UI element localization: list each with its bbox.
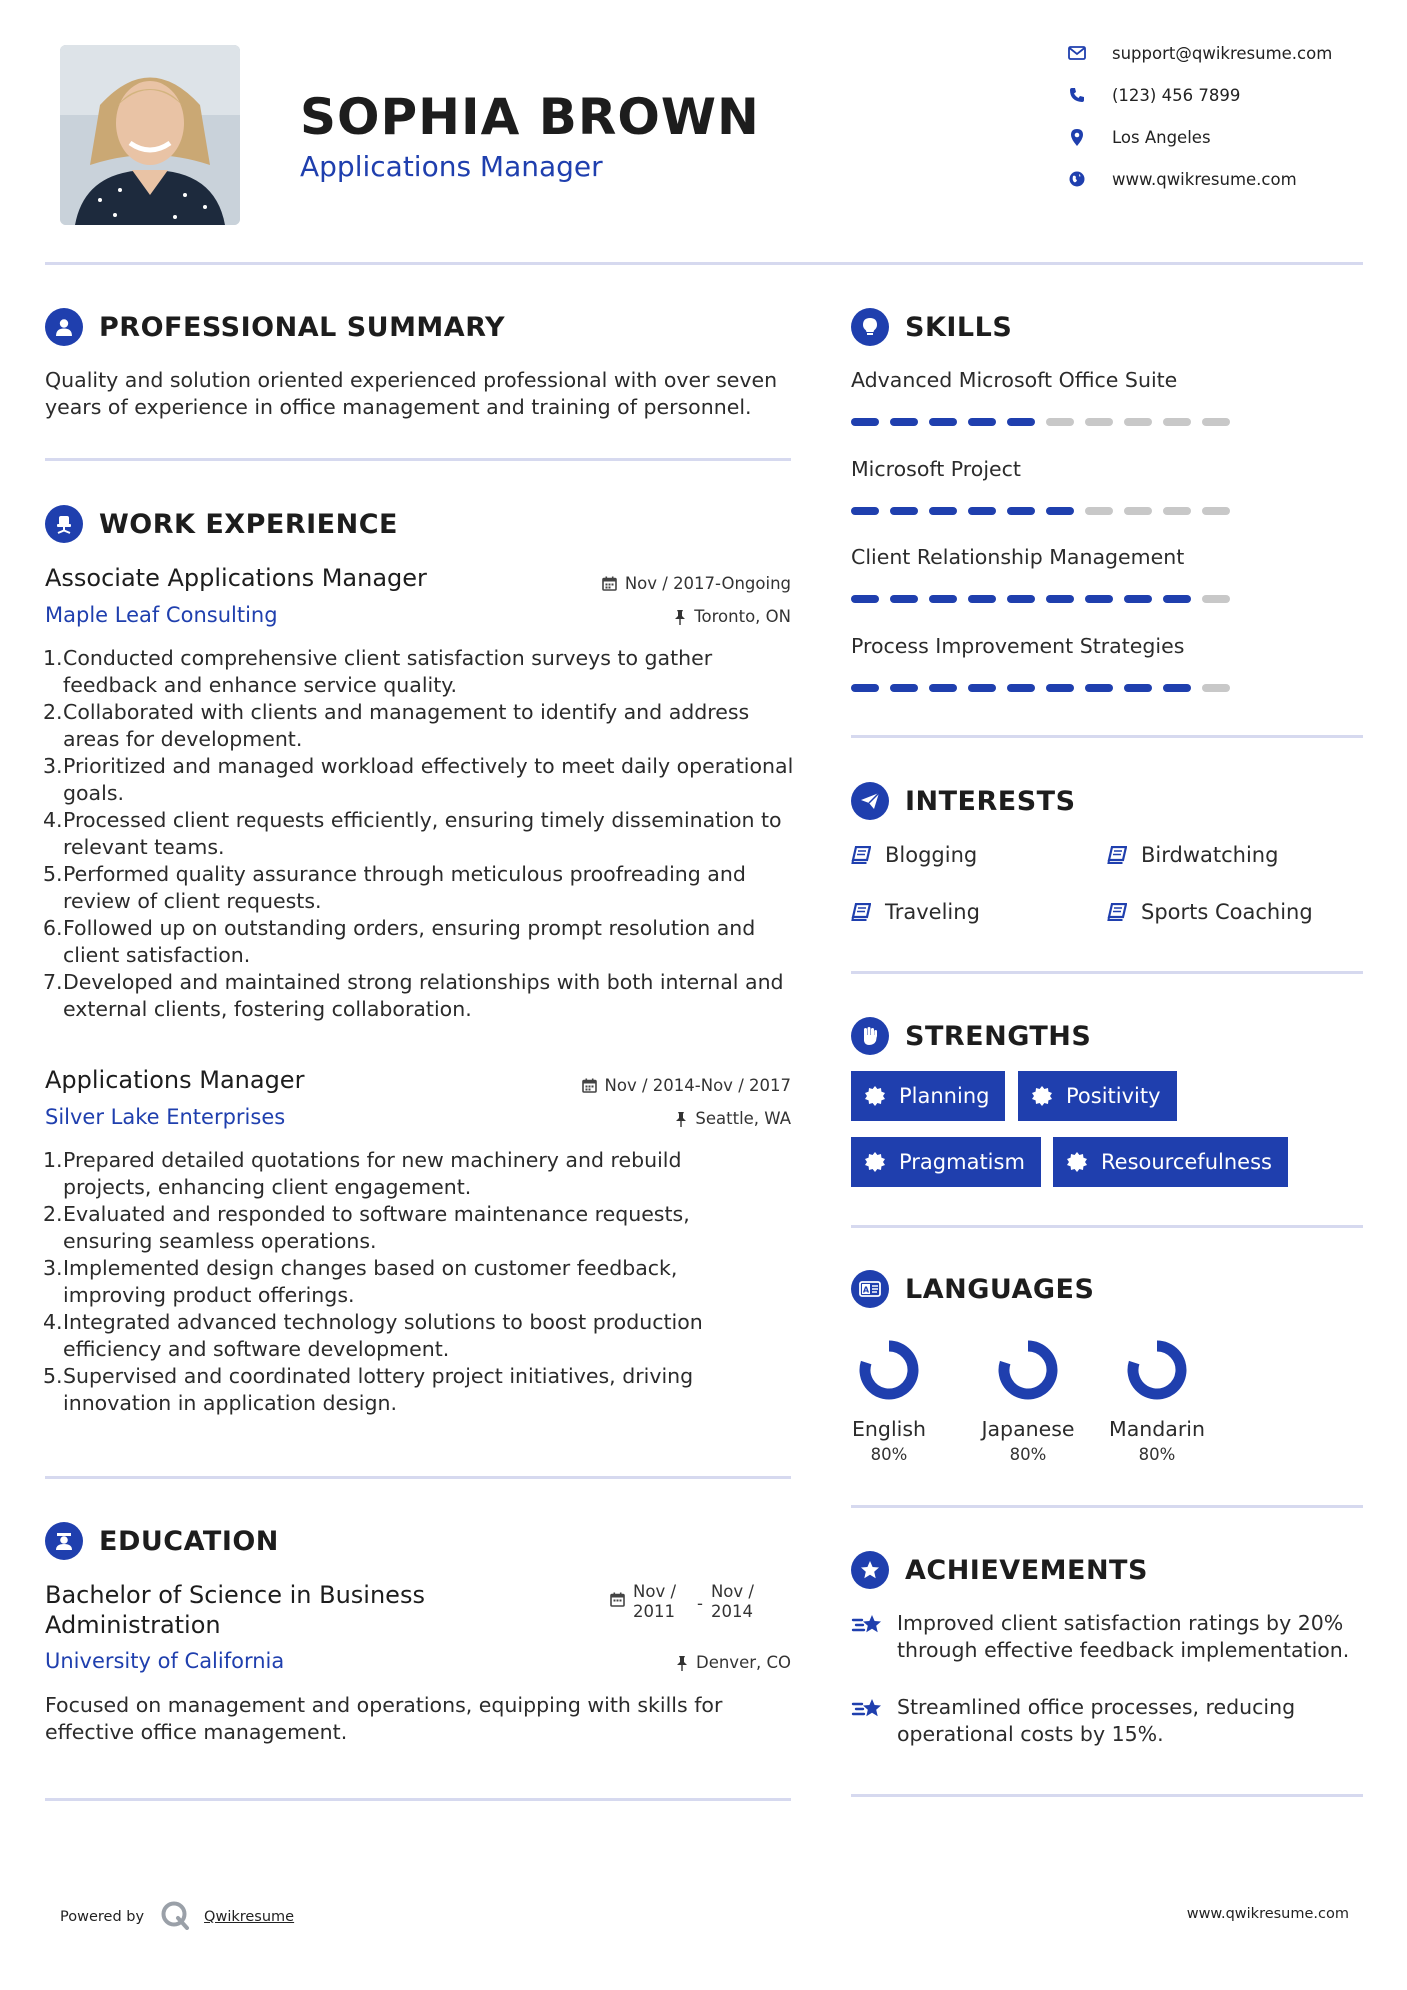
languages-header	[851, 1270, 1094, 1308]
date-separator: -	[697, 1594, 703, 1613]
badge-icon	[865, 1152, 885, 1172]
summary-divider	[45, 458, 791, 461]
summary-header	[45, 308, 505, 346]
language-percent: 80%	[1009, 1445, 1047, 1464]
user-icon	[45, 308, 83, 346]
list-item: 5. Supervised and coordinated lottery project initiatives, driving innovation in application design.	[43, 1364, 694, 1415]
badge-icon	[1067, 1152, 1087, 1172]
list-item: 1. Conducted comprehensive client satisfaction surveys to gather feedback and enhance service quality.	[43, 646, 713, 697]
achievements-divider	[851, 1794, 1363, 1797]
interest-item	[851, 900, 980, 924]
education-date-start: Nov / 2011	[633, 1582, 677, 1621]
skill-dot	[851, 684, 879, 692]
lightbulb-icon	[851, 308, 889, 346]
contact-phone[interactable]	[1064, 84, 1240, 106]
achievement-item	[851, 1610, 1366, 1664]
skill-2-rating	[851, 507, 1241, 515]
skill-dot	[1202, 418, 1230, 426]
job-2-responsibilities	[45, 1147, 745, 1417]
job-1-location-text: Toronto, ON	[694, 607, 791, 626]
book-icon	[1107, 846, 1127, 864]
interest-item	[1107, 900, 1313, 924]
badge-icon	[1032, 1086, 1052, 1106]
language-name: Mandarin	[1109, 1417, 1205, 1441]
education-divider	[45, 1798, 791, 1801]
interest-item	[1107, 843, 1278, 867]
skill-dot	[1163, 418, 1191, 426]
skill-dot	[968, 684, 996, 692]
graduate-icon	[45, 1522, 83, 1560]
shooting-star-icon	[851, 1696, 885, 1722]
footer-powered-by	[60, 1900, 294, 1934]
strengths-heading: STRENGTHS	[905, 1020, 1092, 1052]
education-date-end: Nov / 2014	[710, 1582, 754, 1621]
skill-dot	[890, 684, 918, 692]
interest-label: Sports Coaching	[1141, 900, 1313, 924]
pushpin-icon	[675, 1111, 687, 1127]
languages-heading: LANGUAGES	[905, 1273, 1095, 1305]
calendar-icon	[610, 1592, 625, 1607]
skill-dot	[1007, 507, 1035, 515]
job-2-location-text: Seattle, WA	[695, 1109, 791, 1128]
education-location	[560, 1653, 791, 1672]
skill-dot	[1163, 684, 1191, 692]
candidate-name: SOPHIA BROWN	[300, 88, 760, 146]
book-icon	[851, 903, 871, 921]
candidate-title: Applications Manager	[300, 150, 603, 183]
pushpin-icon	[674, 609, 686, 625]
skill-dot	[1046, 507, 1074, 515]
languages-divider	[851, 1505, 1363, 1508]
book-icon	[1107, 903, 1127, 921]
job-2-location	[560, 1109, 791, 1128]
contact-website-text: www.qwikresume.com	[1112, 169, 1297, 189]
list-item: 2. Collaborated with clients and management to identify and address areas for development.	[43, 700, 750, 751]
pushpin-icon	[676, 1655, 688, 1671]
list-item: 4. Processed client requests efficiently, ensuring timely dissemination to relevant teams.	[43, 808, 782, 859]
skill-dot	[929, 507, 957, 515]
education-degree: Bachelor of Science in Business Administration	[45, 1581, 425, 1639]
skill-dot	[1085, 595, 1113, 603]
skill-3-name: Client Relationship Management	[851, 545, 1185, 569]
achievements-header	[851, 1551, 1148, 1589]
badge-icon	[865, 1086, 885, 1106]
strength-label: Positivity	[1066, 1084, 1161, 1108]
strength-label: Planning	[899, 1084, 990, 1108]
skill-dot	[968, 418, 996, 426]
contact-email[interactable]	[1064, 42, 1332, 64]
interests-header	[851, 782, 1076, 820]
language-mandarin	[1097, 1335, 1217, 1464]
achievement-item	[851, 1694, 1366, 1748]
calendar-icon	[602, 576, 617, 591]
skill-4-name: Process Improvement Strategies	[851, 634, 1185, 658]
job-1-dates	[560, 574, 791, 593]
strengths-header	[851, 1017, 1091, 1055]
job-2-dates-text: Nov / 2014-Nov / 2017	[604, 1076, 791, 1095]
language-ring	[854, 1335, 924, 1405]
contact-location	[1064, 126, 1211, 148]
raised-fist-icon	[851, 1017, 889, 1055]
job-1-responsibilities	[45, 645, 795, 1023]
language-percent: 80%	[870, 1445, 908, 1464]
shooting-star-icon	[851, 1612, 885, 1638]
strength-chip	[851, 1071, 1005, 1121]
education-dates	[610, 1582, 761, 1622]
work-heading: WORK EXPERIENCE	[99, 508, 398, 540]
skill-dot	[929, 418, 957, 426]
footer-website-link[interactable]: www.qwikresume.com	[1186, 1906, 1349, 1922]
skill-dot	[851, 595, 879, 603]
skill-dot	[851, 418, 879, 426]
skill-dot	[929, 595, 957, 603]
job-1-location	[560, 607, 791, 626]
skill-dot	[1085, 507, 1113, 515]
skill-dot	[1007, 595, 1035, 603]
skill-dot	[890, 595, 918, 603]
education-header	[45, 1522, 279, 1560]
svg-text:A: A	[862, 1285, 870, 1295]
list-item: 7. Developed and maintained strong relationships with both internal and external clients, fostering collaboration.	[43, 970, 784, 1021]
skill-3-rating	[851, 595, 1241, 603]
summary-text: Quality and solution oriented experienced professional with over seven years of experience in office management and training of personnel.	[45, 368, 778, 419]
skill-dot	[1202, 595, 1230, 603]
skill-dot	[968, 595, 996, 603]
powered-by-label: Powered by	[60, 1909, 145, 1925]
list-item: 2. Evaluated and responded to software maintenance requests, ensuring seamless operations.	[43, 1202, 690, 1253]
skill-dot	[1007, 684, 1035, 692]
interest-item	[851, 843, 977, 867]
job-1-dates-text: Nov / 2017-Ongoing	[624, 574, 791, 593]
language-ring-arc	[1133, 1346, 1181, 1394]
summary-heading: PROFESSIONAL SUMMARY	[99, 311, 506, 343]
language-ring	[1122, 1335, 1192, 1405]
skill-dot	[1124, 507, 1152, 515]
interest-label: Blogging	[885, 843, 978, 867]
strengths-divider	[851, 1225, 1363, 1228]
strength-label: Resourcefulness	[1101, 1150, 1272, 1174]
skill-dot	[1202, 684, 1230, 692]
skill-dot	[1124, 418, 1152, 426]
contact-location-text: Los Angeles	[1112, 127, 1211, 147]
paper-plane-icon	[851, 782, 889, 820]
skill-dot	[1085, 684, 1113, 692]
achievement-text: Streamlined office processes, reducing operational costs by 15%.	[897, 1695, 1296, 1746]
job-2-dates	[540, 1076, 791, 1095]
list-item: 3. Prioritized and managed workload effectively to meet daily operational goals.	[43, 754, 794, 805]
education-heading: EDUCATION	[99, 1525, 279, 1557]
language-card-icon	[851, 1270, 889, 1308]
globe-icon	[1064, 168, 1090, 190]
skill-dot	[1007, 418, 1035, 426]
job-1-company[interactable]: Maple Leaf Consulting	[45, 603, 278, 627]
work-header	[45, 505, 398, 543]
location-pin-icon	[1064, 126, 1090, 148]
language-ring-arc	[865, 1346, 913, 1394]
language-ring-arc	[1004, 1346, 1052, 1394]
skill-4-rating	[851, 684, 1241, 692]
interests-divider	[851, 971, 1363, 974]
work-divider	[45, 1476, 791, 1479]
skill-dot	[1124, 684, 1152, 692]
strength-chip	[1053, 1137, 1288, 1187]
skill-dot	[890, 418, 918, 426]
language-japanese	[968, 1335, 1088, 1464]
skill-1-name: Advanced Microsoft Office Suite	[851, 368, 1178, 392]
skill-dot	[1085, 418, 1113, 426]
contact-phone-text: (123) 456 7899	[1112, 85, 1241, 105]
interest-label: Traveling	[885, 900, 980, 924]
job-1-title: Associate Applications Manager	[45, 564, 427, 592]
list-item: 5. Performed quality assurance through meticulous proofreading and review of client requests.	[43, 862, 746, 913]
skill-dot	[1163, 595, 1191, 603]
interests-heading: INTERESTS	[905, 785, 1076, 817]
job-2-company[interactable]: Silver Lake Enterprises	[45, 1105, 286, 1129]
strength-chip	[1018, 1071, 1177, 1121]
skill-1-rating	[851, 418, 1241, 426]
language-ring	[993, 1335, 1063, 1405]
achievement-text: Improved client satisfaction ratings by 20% through effective feedback implementation.	[897, 1611, 1350, 1662]
skills-divider	[851, 735, 1363, 738]
skill-dot	[1046, 595, 1074, 603]
skill-dot	[1202, 507, 1230, 515]
language-name: Japanese	[981, 1417, 1075, 1441]
skill-dot	[851, 507, 879, 515]
office-chair-icon	[45, 505, 83, 543]
star-badge-icon	[851, 1551, 889, 1589]
list-item: 3. Implemented design changes based on customer feedback, improving product offerings.	[43, 1256, 678, 1307]
list-item: 1. Prepared detailed quotations for new machinery and rebuild projects, enhancing client engagement.	[43, 1148, 682, 1199]
book-icon	[851, 846, 871, 864]
calendar-icon	[582, 1078, 597, 1093]
list-item: 6. Followed up on outstanding orders, ensuring prompt resolution and client satisfaction.	[43, 916, 756, 967]
education-school[interactable]: University of California	[45, 1649, 285, 1673]
skill-dot	[968, 507, 996, 515]
skill-dot	[929, 684, 957, 692]
contact-email-text: support@qwikresume.com	[1112, 43, 1333, 63]
skill-dot	[1046, 418, 1074, 426]
achievements-heading: ACHIEVEMENTS	[905, 1554, 1148, 1586]
profile-photo	[60, 45, 240, 225]
header-divider	[45, 262, 1363, 265]
language-name: English	[851, 1417, 927, 1441]
strength-chip	[851, 1137, 1041, 1187]
skill-dot	[1124, 595, 1152, 603]
footer-brand-link[interactable]: Qwikresume	[204, 1909, 295, 1925]
strength-label: Pragmatism	[899, 1150, 1025, 1174]
skill-dot	[890, 507, 918, 515]
qwikresume-logo-icon	[160, 1900, 190, 1934]
language-english	[829, 1335, 949, 1464]
skill-dot	[1163, 507, 1191, 515]
education-location-text: Denver, CO	[695, 1653, 791, 1672]
skills-header	[851, 308, 1012, 346]
skill-2-name: Microsoft Project	[851, 457, 1021, 481]
skill-dot	[1046, 684, 1074, 692]
list-item: 4. Integrated advanced technology solutions to boost production efficiency and software development.	[43, 1310, 703, 1361]
language-percent: 80%	[1138, 1445, 1176, 1464]
education-description: Focused on management and operations, equipping with skills for effective office management.	[45, 1693, 723, 1744]
job-2-title: Applications Manager	[45, 1066, 305, 1094]
interest-label: Birdwatching	[1141, 843, 1279, 867]
contact-website[interactable]	[1064, 168, 1297, 190]
envelope-icon	[1064, 42, 1090, 64]
phone-icon	[1064, 84, 1090, 106]
skills-heading: SKILLS	[905, 311, 1013, 343]
